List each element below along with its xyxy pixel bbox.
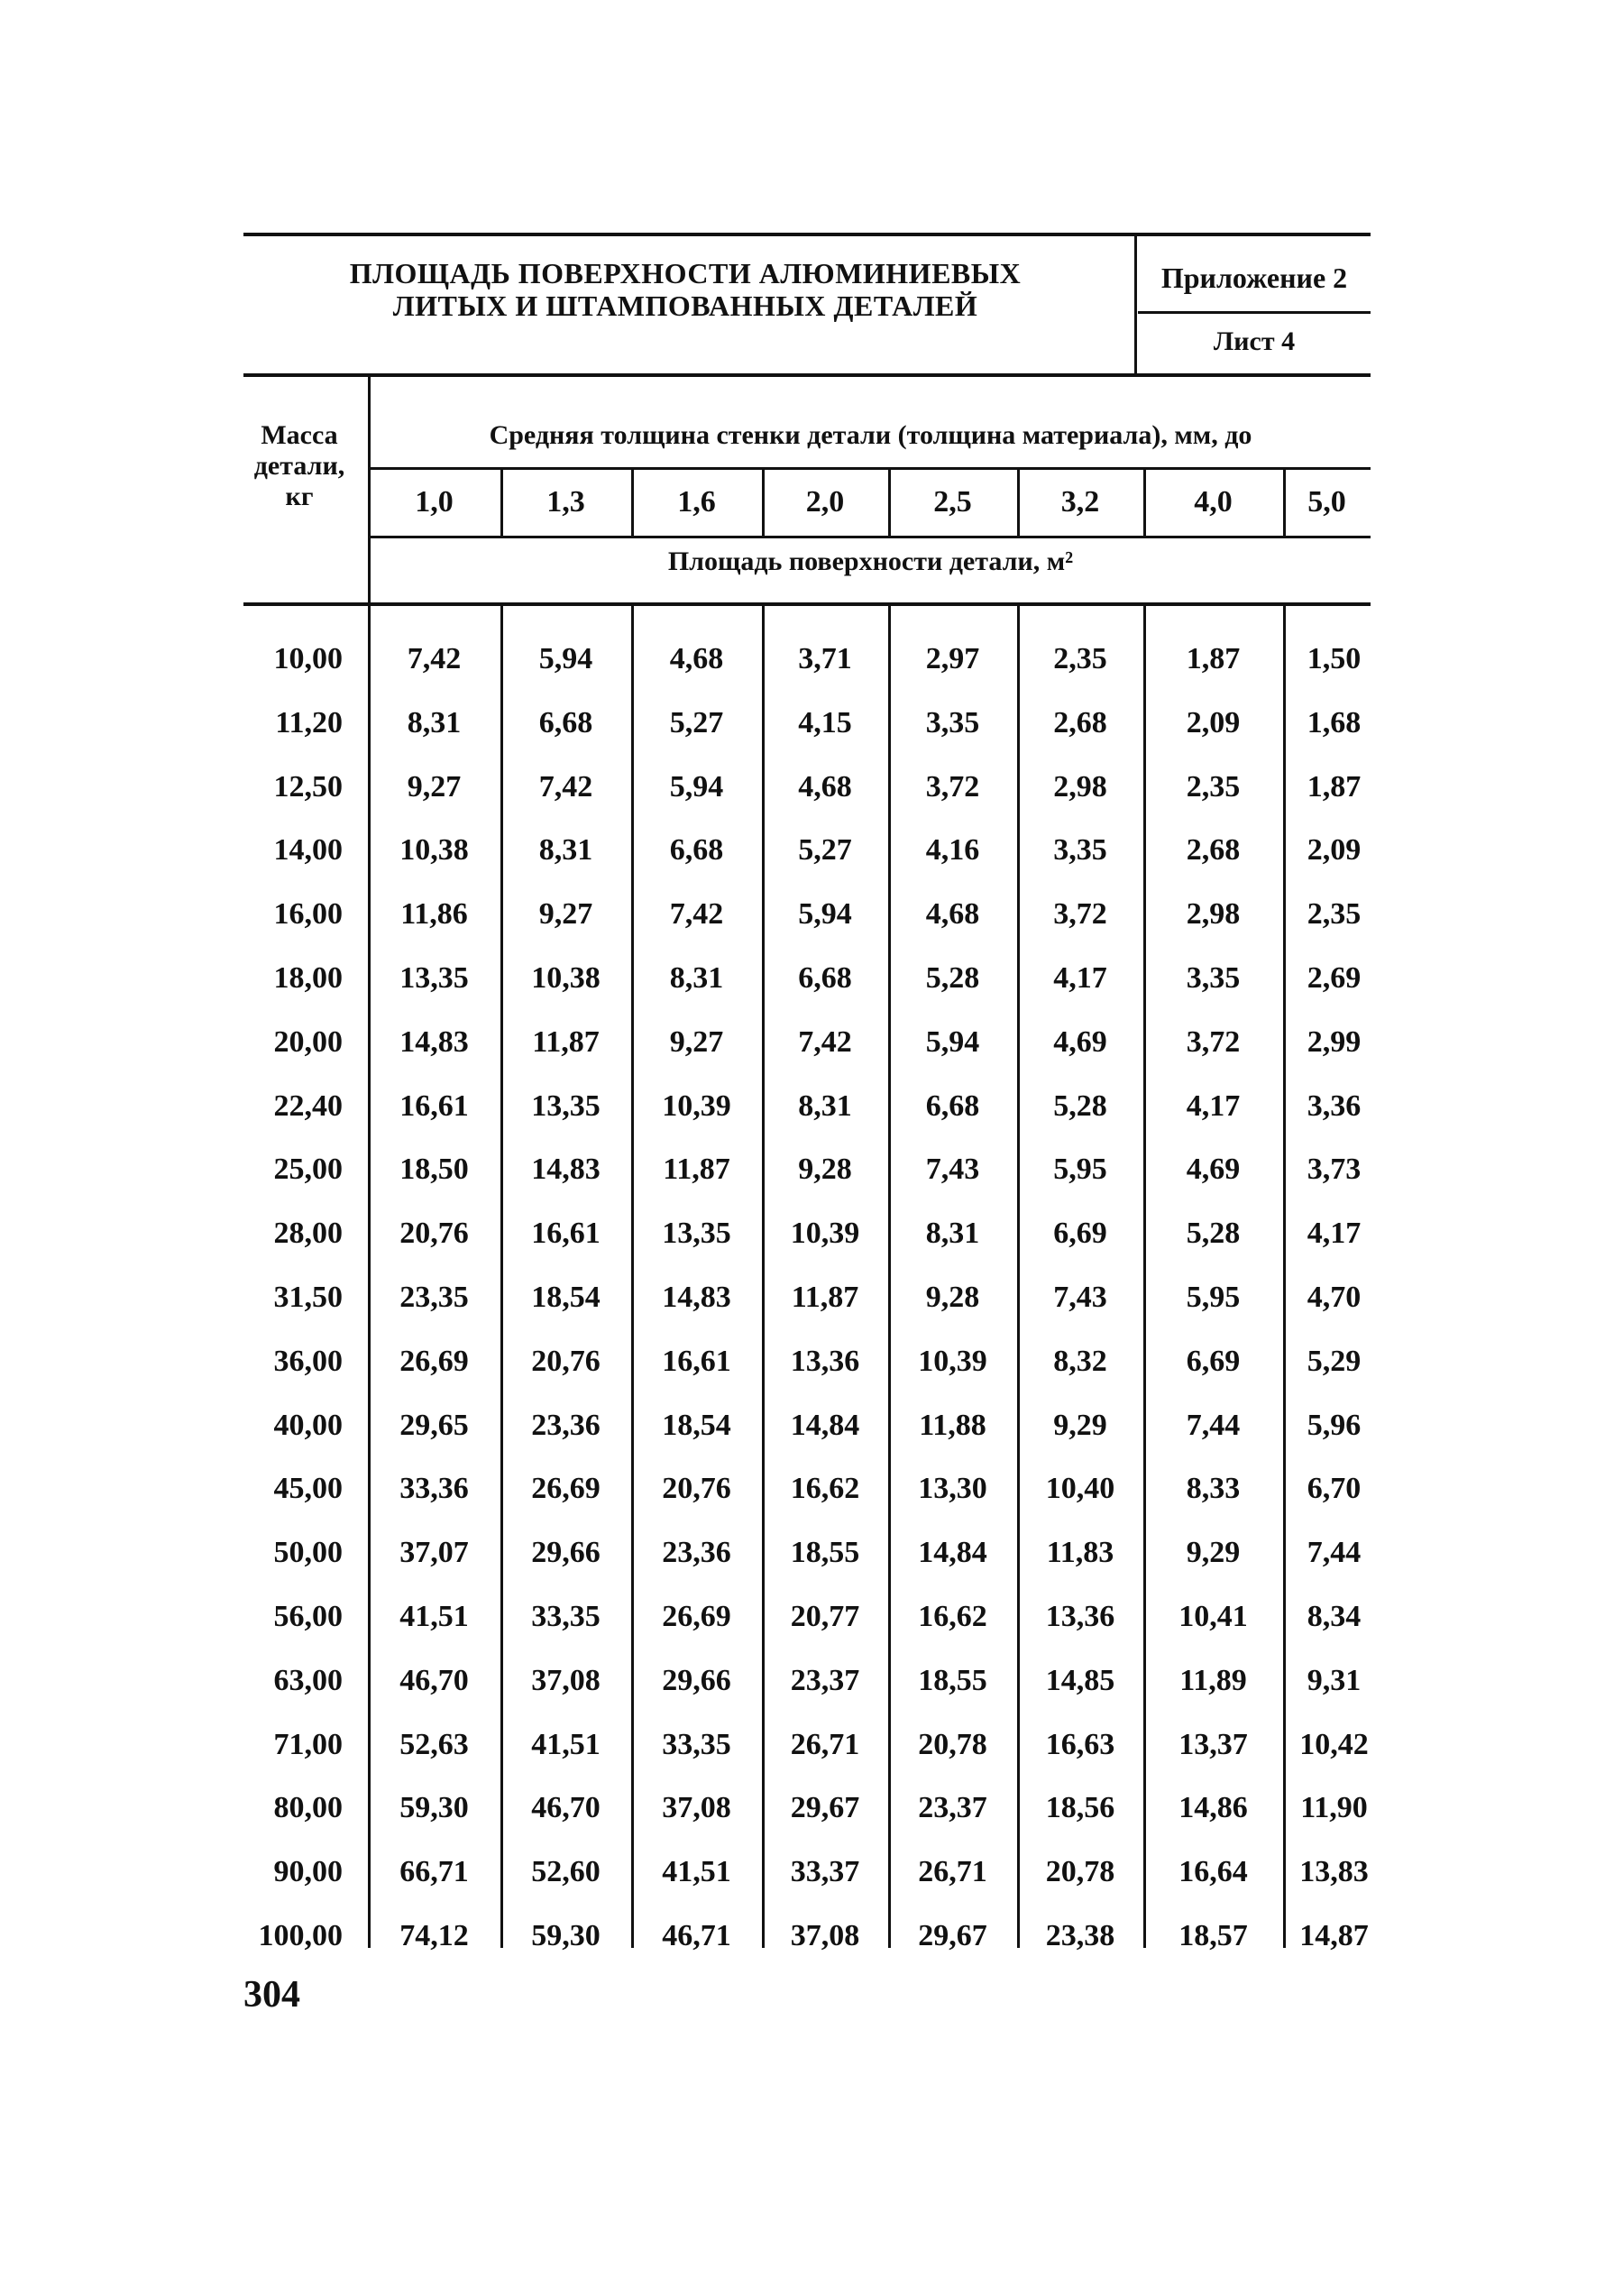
area-cell: 13,35: [531, 1088, 601, 1123]
area-cell: 3,71: [798, 642, 852, 675]
area-cell: 10,38: [531, 961, 601, 995]
area-cell: 10,38: [399, 833, 469, 868]
area-cell: 3,72: [1186, 1024, 1241, 1059]
area-cell: 13,83: [1299, 1855, 1369, 1889]
title-divider: [1134, 233, 1137, 375]
area-cell: 29,65: [399, 1408, 469, 1442]
area-cell: 10,40: [1045, 1472, 1115, 1506]
area-cell: 5,96: [1307, 1408, 1362, 1442]
thickness-column-header: 3,2: [1060, 485, 1100, 519]
area-cell: 6,69: [1186, 1344, 1241, 1378]
area-cell: 11,86: [400, 897, 468, 932]
area-cell: 4,68: [798, 769, 852, 804]
area-cell: 2,09: [1307, 833, 1362, 868]
thickness-column-divider: [631, 469, 634, 537]
thickness-column-header: 1,0: [415, 485, 454, 519]
area-cell: 10,39: [918, 1344, 987, 1378]
area-cell: 18,55: [918, 1663, 987, 1697]
area-cell: 23,38: [1045, 1919, 1115, 1952]
area-cell: 5,28: [1053, 1088, 1107, 1123]
area-cell: 5,94: [798, 897, 852, 932]
mass-cell: 11,20: [275, 705, 343, 739]
area-cell: 66,71: [399, 1855, 469, 1889]
mass-cell: 10,00: [273, 642, 343, 675]
area-cell: 4,70: [1307, 1281, 1362, 1314]
mass-cell: 56,00: [273, 1600, 343, 1633]
area-cell: 2,69: [1307, 961, 1362, 995]
area-cell: 26,69: [399, 1344, 469, 1378]
mass-cell: 71,00: [273, 1727, 343, 1761]
area-cell: 2,98: [1053, 769, 1107, 804]
area-cell: 13,36: [790, 1344, 860, 1378]
mass-header-line-1: Масса: [261, 420, 338, 450]
area-cell: 18,54: [662, 1408, 731, 1442]
area-cell: 1,68: [1307, 705, 1362, 739]
area-cell: 9,27: [669, 1024, 724, 1059]
mass-cell: 14,00: [273, 833, 343, 868]
area-cell: 18,57: [1178, 1919, 1248, 1952]
area-cell: 14,84: [918, 1536, 987, 1570]
area-cell: 2,68: [1053, 705, 1107, 739]
area-cell: 26,71: [790, 1727, 860, 1761]
thickness-column-header: 2,5: [933, 485, 972, 519]
area-cell: 3,35: [1053, 833, 1107, 868]
area-cell: 5,28: [925, 961, 980, 995]
area-cell: 7,44: [1186, 1408, 1241, 1442]
thickness-column-divider: [1017, 469, 1020, 537]
area-cell: 9,27: [407, 769, 462, 804]
area-cell: 11,87: [532, 1024, 600, 1059]
area-cell: 14,85: [1045, 1663, 1115, 1697]
thickness-column-header: 4,0: [1194, 485, 1233, 519]
appendix-label: Приложение 2: [1160, 262, 1348, 294]
area-cell: 4,69: [1053, 1024, 1107, 1059]
area-cell: 41,51: [399, 1600, 469, 1633]
area-cell: 9,29: [1186, 1536, 1241, 1570]
area-cell: 7,42: [538, 769, 593, 804]
area-cell: 11,83: [1046, 1536, 1114, 1570]
area-cell: 46,70: [399, 1663, 469, 1697]
area-cell: 5,94: [669, 769, 724, 804]
area-cell: 1,87: [1307, 769, 1362, 804]
area-cell: 13,30: [918, 1472, 987, 1506]
area-cell: 26,69: [531, 1472, 601, 1506]
area-cell: 4,17: [1307, 1217, 1362, 1251]
area-cell: 5,95: [1186, 1281, 1241, 1314]
mass-cell: 100,00: [258, 1919, 343, 1952]
area-cell: 2,35: [1053, 642, 1107, 675]
area-cell: 18,50: [399, 1153, 469, 1187]
thickness-column-header: 1,6: [677, 485, 716, 519]
area-cell: 4,68: [925, 897, 980, 932]
area-cell: 11,89: [1179, 1663, 1247, 1697]
area-cell: 6,68: [925, 1088, 980, 1123]
page-number: 304: [243, 1974, 300, 2016]
area-cell: 4,15: [798, 705, 852, 739]
area-cell: 3,73: [1307, 1153, 1362, 1187]
area-cell: 13,36: [1045, 1600, 1115, 1633]
thickness-header-rule: [370, 467, 1371, 470]
table-column-divider: [1143, 606, 1146, 1948]
thickness-column-divider: [1143, 469, 1146, 537]
area-cell: 6,70: [1307, 1472, 1362, 1506]
area-cell: 52,63: [399, 1727, 469, 1761]
area-cell: 37,07: [399, 1536, 469, 1570]
area-cell: 9,28: [798, 1153, 852, 1187]
area-cell: 41,51: [531, 1727, 601, 1761]
header-bottom-rule: [243, 602, 1371, 606]
table-column-divider: [888, 606, 891, 1948]
area-cell: 10,41: [1178, 1600, 1248, 1633]
area-cell: 8,32: [1053, 1344, 1107, 1378]
area-cell: 8,31: [538, 833, 593, 868]
area-cell: 3,35: [925, 705, 980, 739]
area-cell: 11,87: [791, 1281, 859, 1314]
area-cell: 2,09: [1186, 705, 1241, 739]
area-cell: 13,35: [662, 1217, 731, 1251]
table-column-divider: [368, 606, 371, 1948]
mass-cell: 80,00: [273, 1791, 343, 1825]
area-cell: 46,71: [662, 1919, 731, 1952]
title-bottom-rule: [243, 373, 1371, 377]
area-cell: 4,17: [1186, 1088, 1241, 1123]
area-cell: 5,27: [669, 705, 724, 739]
area-cell: 14,83: [531, 1153, 601, 1187]
area-cell: 16,61: [399, 1088, 469, 1123]
area-cell: 23,37: [918, 1791, 987, 1825]
mass-cell: 18,00: [273, 961, 343, 995]
area-cell: 7,43: [1053, 1281, 1107, 1314]
mass-cell: 50,00: [273, 1536, 343, 1570]
area-cell: 14,87: [1299, 1919, 1369, 1952]
page-title: [257, 257, 1114, 322]
area-cell: 29,67: [790, 1791, 860, 1825]
area-cell: 16,62: [790, 1472, 860, 1506]
area-cell: 14,83: [662, 1281, 731, 1314]
area-cell: 7,42: [407, 642, 462, 675]
area-cell: 2,98: [1186, 897, 1241, 932]
area-cell: 7,44: [1307, 1536, 1362, 1570]
thickness-column-header: 5,0: [1307, 485, 1346, 519]
area-cell: 52,60: [531, 1855, 601, 1889]
area-cell: 23,37: [790, 1663, 860, 1697]
mass-header: [236, 420, 362, 512]
mass-header-line-3: кг: [285, 482, 314, 511]
table-column-divider: [1017, 606, 1020, 1948]
area-cell: 5,27: [798, 833, 852, 868]
area-cell: 5,28: [1186, 1217, 1241, 1251]
area-cell: 4,69: [1186, 1153, 1241, 1187]
area-cell: 2,35: [1186, 769, 1241, 804]
area-cell: 8,33: [1186, 1472, 1241, 1506]
thickness-column-header: 1,3: [546, 485, 585, 519]
title-line-1: ПЛОЩАДЬ ПОВЕРХНОСТИ АЛЮМИНИЕВЫХ: [349, 257, 1022, 289]
area-cell: 29,66: [531, 1536, 601, 1570]
area-cell: 3,72: [925, 769, 980, 804]
mass-cell: 22,40: [273, 1088, 343, 1123]
area-cell: 26,69: [662, 1600, 731, 1633]
area-cell: 33,35: [531, 1600, 601, 1633]
area-cell: 3,72: [1053, 897, 1107, 932]
area-cell: 14,83: [399, 1024, 469, 1059]
area-cell: 9,27: [538, 897, 593, 932]
area-cell: 5,95: [1053, 1153, 1107, 1187]
area-cell: 8,31: [669, 961, 724, 995]
area-cell: 29,67: [918, 1919, 987, 1952]
area-cell: 13,35: [399, 961, 469, 995]
title-line-2: ЛИТЫХ И ШТАМПОВАННЫХ ДЕТАЛЕЙ: [392, 289, 978, 322]
area-cell: 23,36: [531, 1408, 601, 1442]
thickness-column-divider: [500, 469, 503, 537]
area-cell: 2,99: [1307, 1024, 1362, 1059]
area-cell: 8,31: [407, 705, 462, 739]
table-column-divider: [500, 606, 503, 1948]
area-cell: 20,77: [790, 1600, 860, 1633]
area-cell: 7,43: [925, 1153, 980, 1187]
top-rule: [243, 233, 1371, 236]
area-cell: 29,66: [662, 1663, 731, 1697]
area-cell: 20,76: [662, 1472, 731, 1506]
mass-cell: 20,00: [273, 1024, 343, 1059]
mass-cell: 25,00: [273, 1153, 343, 1187]
area-cell: 20,76: [399, 1217, 469, 1251]
area-cell: 16,61: [531, 1217, 601, 1251]
area-cell: 9,31: [1307, 1663, 1362, 1697]
mass-cell: 36,00: [273, 1344, 343, 1378]
area-cell: 46,70: [531, 1791, 601, 1825]
area-cell: 4,68: [669, 642, 724, 675]
thickness-row-rule: [370, 536, 1371, 538]
thickness-column-divider: [888, 469, 891, 537]
area-cell: 5,29: [1307, 1344, 1362, 1378]
area-cell: 5,94: [925, 1024, 980, 1059]
area-cell: 37,08: [790, 1919, 860, 1952]
area-cell: 6,68: [538, 705, 593, 739]
area-cell: 9,29: [1053, 1408, 1107, 1442]
area-cell: 6,68: [798, 961, 852, 995]
area-cell: 33,37: [790, 1855, 860, 1889]
area-cell: 20,78: [918, 1727, 987, 1761]
area-cell: 20,76: [531, 1344, 601, 1378]
area-cell: 33,35: [662, 1727, 731, 1761]
area-cell: 37,08: [662, 1791, 731, 1825]
mass-cell: 45,00: [273, 1472, 343, 1506]
thickness-column-divider: [762, 469, 765, 537]
area-cell: 18,56: [1045, 1791, 1115, 1825]
area-cell: 14,84: [790, 1408, 860, 1442]
area-cell: 23,36: [662, 1536, 731, 1570]
mass-cell: 12,50: [273, 769, 343, 804]
thickness-column-header: 2,0: [805, 485, 845, 519]
sheet-label: Лист 4: [1213, 326, 1296, 356]
mass-header-line-2: детали,: [253, 451, 345, 481]
area-cell: 14,86: [1178, 1791, 1248, 1825]
area-cell: 8,31: [925, 1217, 980, 1251]
area-cell: 7,42: [669, 897, 724, 932]
area-cell: 11,90: [1300, 1791, 1368, 1825]
table-column-divider: [631, 606, 634, 1948]
area-cell: 3,36: [1307, 1088, 1362, 1123]
mass-cell: 90,00: [273, 1855, 343, 1889]
area-cell: 10,39: [790, 1217, 860, 1251]
area-cell: 33,36: [399, 1472, 469, 1506]
table-column-divider: [762, 606, 765, 1948]
area-cell: 9,28: [925, 1281, 980, 1314]
thickness-header: Средняя толщина стенки детали (толщина материала), мм, до: [489, 420, 1252, 450]
area-cell: 20,78: [1045, 1855, 1115, 1889]
area-cell: 4,17: [1053, 961, 1107, 995]
area-cell: 8,31: [798, 1088, 852, 1123]
area-cell: 11,88: [919, 1408, 986, 1442]
area-cell: 2,97: [925, 642, 980, 675]
area-cell: 10,42: [1299, 1727, 1369, 1761]
area-cell: 41,51: [662, 1855, 731, 1889]
area-cell: 7,42: [798, 1024, 852, 1059]
area-cell: 59,30: [399, 1791, 469, 1825]
area-cell: 1,50: [1307, 642, 1362, 675]
mass-cell: 28,00: [273, 1217, 343, 1251]
area-cell: 5,94: [538, 642, 593, 675]
area-cell: 37,08: [531, 1663, 601, 1697]
area-cell: 23,35: [399, 1281, 469, 1314]
area-cell: 59,30: [531, 1919, 601, 1952]
mass-cell: 16,00: [273, 897, 343, 932]
area-cell: 11,87: [663, 1153, 730, 1187]
area-header: Площадь поверхности детали, м²: [667, 546, 1074, 576]
area-cell: 16,61: [662, 1344, 731, 1378]
area-cell: 26,71: [918, 1855, 987, 1889]
area-cell: 3,35: [1186, 961, 1241, 995]
area-cell: 16,63: [1045, 1727, 1115, 1761]
area-cell: 16,64: [1178, 1855, 1248, 1889]
area-cell: 13,37: [1178, 1727, 1248, 1761]
area-cell: 74,12: [399, 1919, 469, 1952]
area-cell: 16,62: [918, 1600, 987, 1633]
area-cell: 6,68: [669, 833, 724, 868]
area-cell: 18,55: [790, 1536, 860, 1570]
area-cell: 1,87: [1186, 642, 1241, 675]
area-cell: 10,39: [662, 1088, 731, 1123]
area-cell: 18,54: [531, 1281, 601, 1314]
thickness-column-divider: [1283, 469, 1286, 537]
area-cell: 2,35: [1307, 897, 1362, 932]
area-cell: 2,68: [1186, 833, 1241, 868]
appendix-rule: [1138, 311, 1371, 314]
area-cell: 6,69: [1053, 1217, 1107, 1251]
mass-cell: 63,00: [273, 1663, 343, 1697]
mass-cell: 40,00: [273, 1408, 343, 1442]
mass-cell: 31,50: [273, 1281, 343, 1314]
area-cell: 4,16: [925, 833, 980, 868]
area-cell: 8,34: [1307, 1600, 1362, 1633]
